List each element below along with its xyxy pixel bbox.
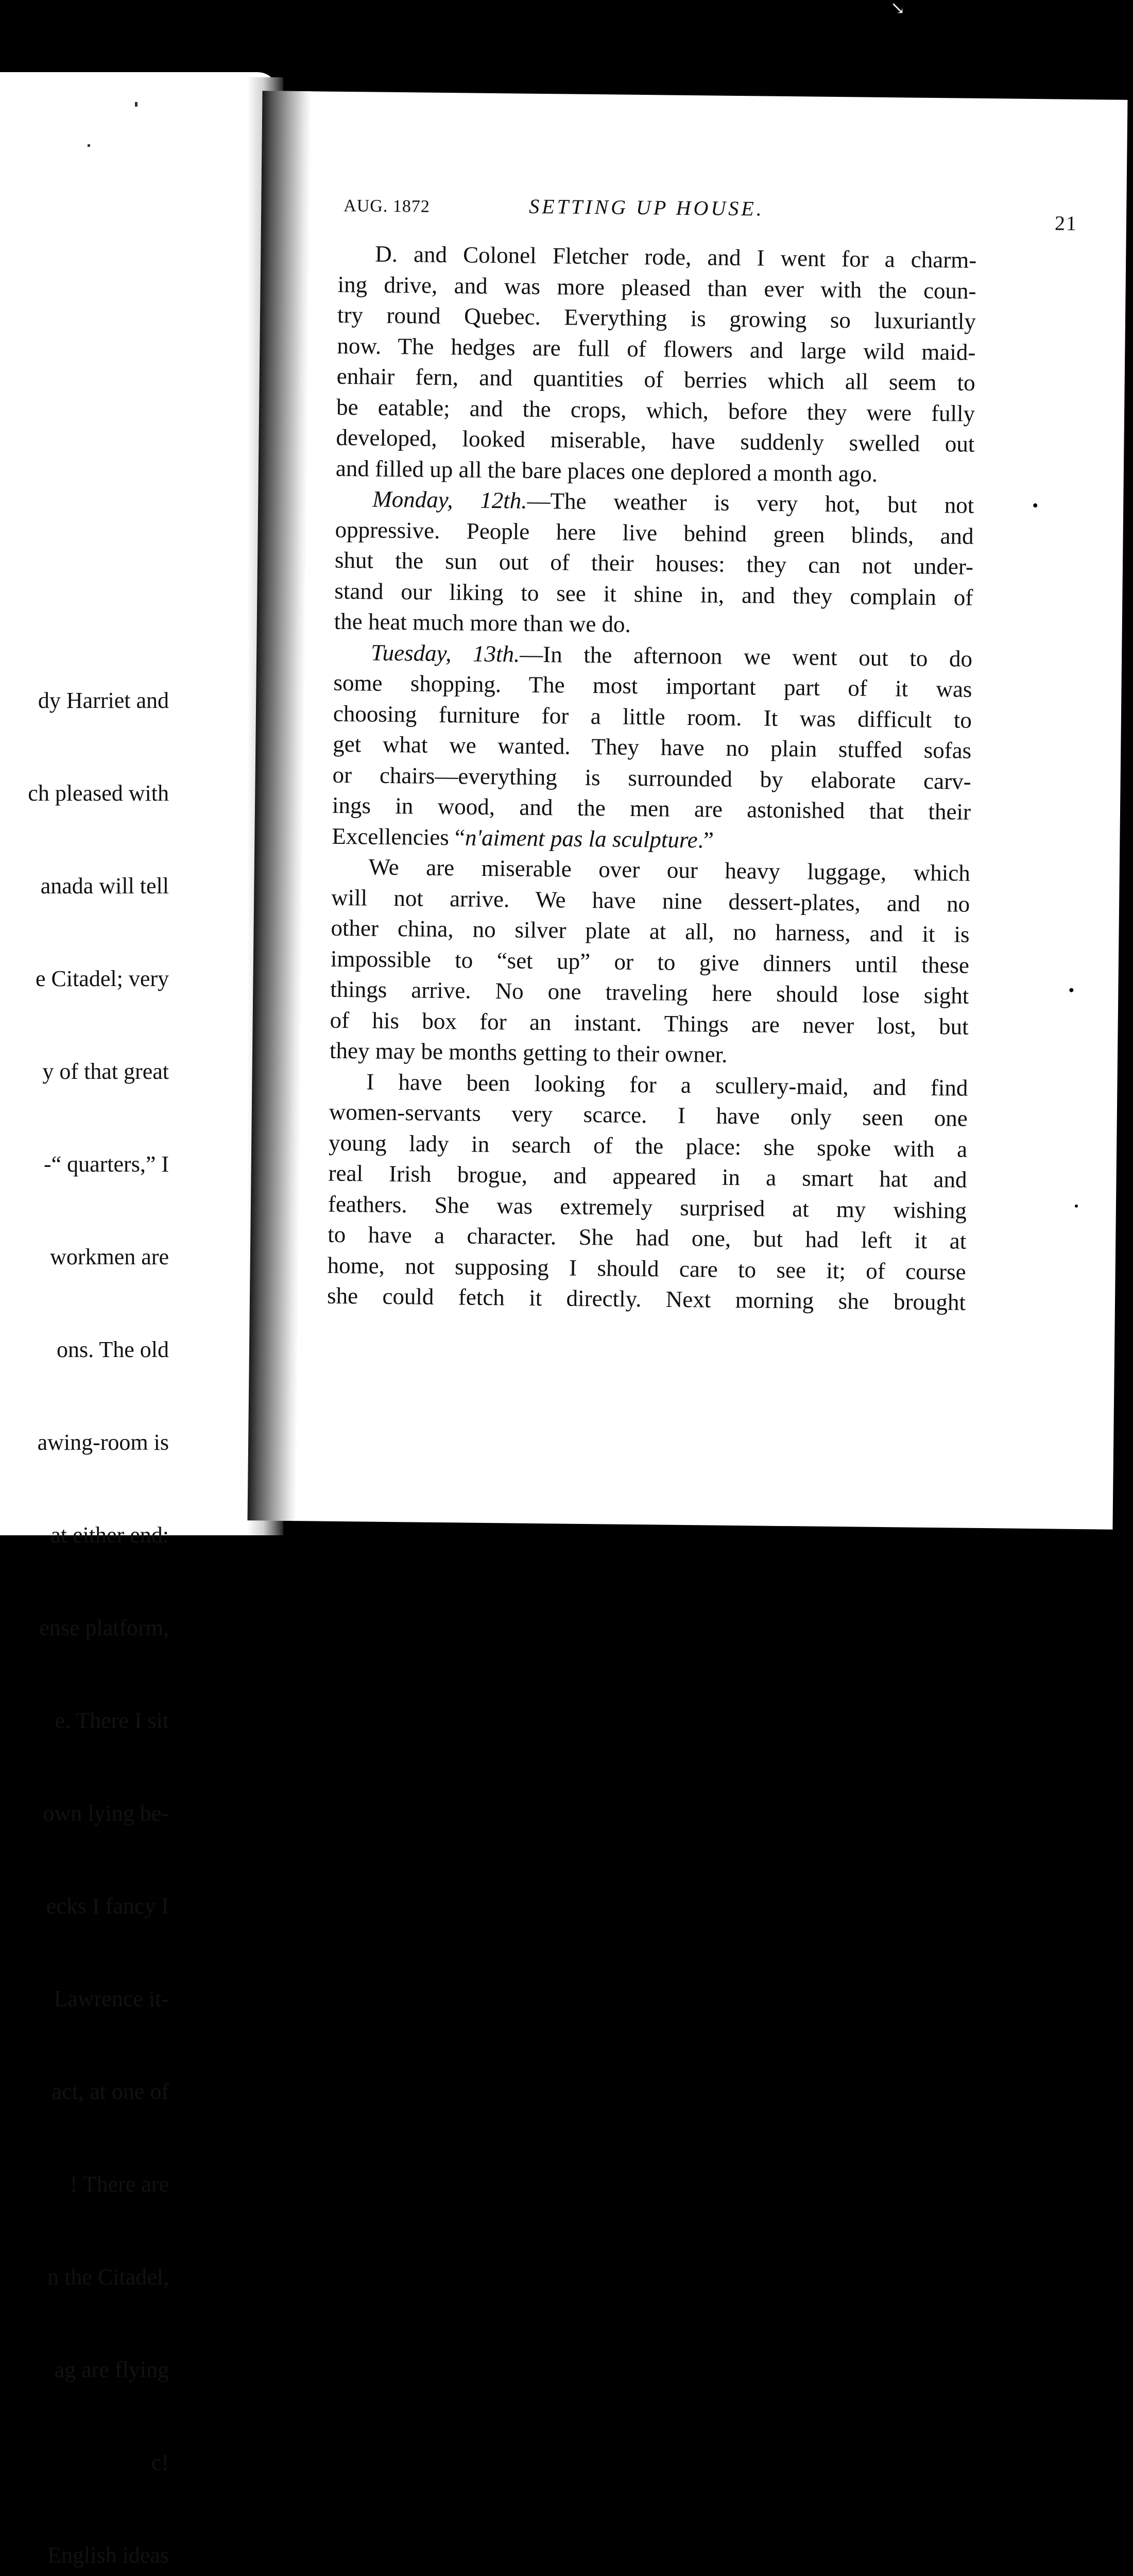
left-line: ! There are: [70, 2172, 169, 2197]
paper-speck: [135, 102, 138, 107]
text-line: some shopping. The most important part of it was: [333, 669, 972, 702]
text-line: oppressive. People here live behind green blinds, and: [335, 516, 974, 549]
page-number: 21: [1054, 211, 1078, 235]
left-line: Lawrence it-: [54, 1986, 169, 2011]
left-line: e Citadel; very: [35, 966, 169, 991]
running-head: [344, 192, 1078, 235]
text-line: of his box for an instant. Things are never lost, but: [330, 1007, 969, 1040]
text-line: will not arrive. We have nine dessert-plates, and no: [331, 884, 970, 917]
left-line: ch pleased with: [28, 781, 169, 806]
text-line: developed, looked miserable, have suddenly swelled out: [336, 424, 975, 457]
text-line: they may be months getting to their owner.: [329, 1037, 728, 1067]
header-date: AUG. 1872: [344, 196, 431, 216]
text-line: impossible to “set up” or to give dinners until these: [330, 945, 970, 978]
text-line: young lady in search of the place: she spoke with a: [328, 1129, 968, 1162]
text-line: enhair fern, and quantities of berries which all seem to: [336, 363, 975, 396]
scan-artifact-mark: ↘: [890, 0, 905, 18]
text-line: I have been looking for a scullery-maid, and find: [366, 1069, 968, 1101]
left-page: [0, 72, 278, 2568]
left-line: ons. The old: [57, 1337, 169, 1362]
text-span: Excellencies “: [332, 823, 466, 850]
text-line: and filled up all the bare places one deplored a month ago.: [335, 455, 878, 487]
text-line: she could fetch it directly. Next morning she brought: [327, 1282, 966, 1315]
left-line: English ideas: [47, 2543, 169, 2568]
left-line: anada will tell: [40, 873, 169, 899]
left-line: awing-room is: [37, 1430, 169, 1455]
text-line: choosing furniture for a little room. It was difficult to: [333, 700, 972, 733]
french-quote: n'aiment pas la sculpture: [465, 824, 698, 853]
text-line: things arrive. No one traveling here should lose sight: [330, 976, 969, 1009]
left-line: own lying be-: [43, 1801, 169, 1826]
entry-date-label: Tuesday, 13th.: [370, 639, 520, 667]
left-line: c!: [151, 2450, 169, 2475]
text-line: the heat much more than we do.: [334, 608, 631, 637]
left-line: -“ quarters,” I: [43, 1151, 169, 1177]
text-span: —The weather is very hot, but not: [527, 487, 974, 518]
left-line: ecks I fancy I: [46, 1893, 169, 1919]
left-line: dy Harriet and: [38, 688, 169, 713]
paper-speck: [1069, 988, 1073, 992]
text-line: real Irish brogue, and appeared in a smart hat and: [328, 1160, 967, 1193]
left-line: act, at one of: [52, 2079, 169, 2104]
text-line: shut the sun out of their houses: they can not under-: [334, 547, 974, 580]
text-span: —In the afternoon we went out to do: [520, 641, 973, 672]
text-line: ings in wood, and the men are astonished that their: [332, 792, 971, 825]
text-line: home, not supposing I should care to see it; of course: [327, 1252, 966, 1285]
paper-speck: [1033, 503, 1037, 507]
text-line: get what we wanted. They have no plain stuffed sofas: [333, 731, 972, 764]
header-title: SETTING UP HOUSE.: [529, 194, 764, 221]
text-line: other china, no silver plate at all, no harness, and it is: [331, 914, 970, 947]
text-line: to have a character. She had one, but had left it at: [328, 1221, 967, 1254]
text-line: be eatable; and the crops, which, before they were fully: [336, 394, 975, 427]
left-line: e. There I sit: [55, 1708, 169, 1733]
right-page: [248, 91, 1128, 1529]
left-line: workmen are: [50, 1244, 169, 1269]
text-line: women-servants very scarce. I have only seen one: [329, 1098, 968, 1131]
text-line: try round Quebec. Everything is growing so luxuriantly: [337, 301, 976, 334]
text-line: stand our liking to see it shine in, and they complain of: [334, 578, 973, 611]
paper-speck: [1075, 1205, 1078, 1208]
entry-date-label: Monday, 12th.: [372, 486, 527, 514]
body-text: [327, 239, 977, 1318]
text-line: or chairs—everything is surrounded by elaborate carv-: [332, 761, 971, 794]
left-line: at either end:: [50, 1522, 169, 1548]
text-line: D. and Colonel Fletcher rode, and I went for a charm-: [375, 241, 977, 273]
left-page-text: [0, 623, 169, 2576]
text-line: We are miserable over our heavy luggage, which: [368, 854, 971, 886]
text-span: .”: [697, 826, 714, 853]
left-line: ag are flying: [54, 2357, 169, 2382]
left-line: n the Citadel,: [47, 2264, 169, 2290]
paper-speck: [88, 144, 90, 147]
text-line: feathers. She was extremely surprised at my wishing: [328, 1191, 967, 1224]
text-line: now. The hedges are full of flowers and large wild maid-: [337, 332, 976, 365]
text-line: ing drive, and was more pleased than ever with the coun-: [337, 271, 976, 304]
left-line: y of that great: [42, 1059, 169, 1084]
left-line: ense platform,: [39, 1615, 169, 1640]
